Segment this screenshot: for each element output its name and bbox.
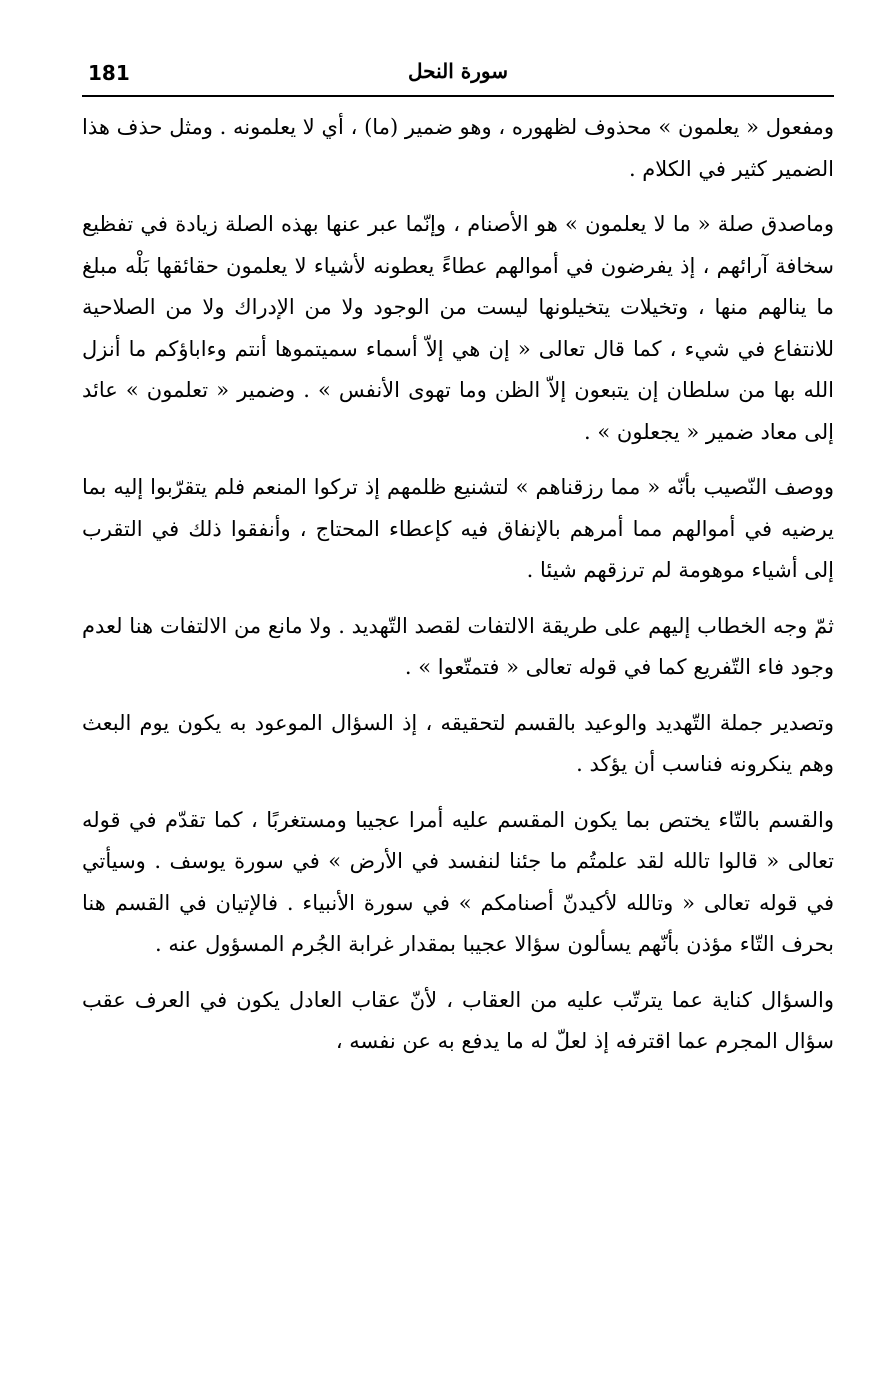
paragraph: والسؤال كناية عما يترتّب عليه من العقاب ، لأنّ عقاب العادل يكون في العرف عقب سؤال المجرم عما اقترفه إذ لعلّ له ما يدفع به عن نفسه ، (82, 987, 834, 1053)
paragraph: وماصدق صلة « ما لا يعلمون » هو الأصنام ، وإنّما عبر عنها بهذه الصلة زيادة في تفظيع سخافة آرائهم ، إذ يفرضون في أموالهم عطاءً يعطونه لأشياء لا يعلمون حقائقها بَلْه مبلغ ما ينالهم منها ، وتخيلات يتخيلونها ليست من الوجود ولا من الإدراك ولا من الصلاحية للانتفاع في شيء ، كما قال تعالى « إن هي إلاّ أسماء سميتموها أنتم وءاباؤكم ما أنزل الله بها من سلطان إن يتبعون إلاّ الظن وما تهوى الأنفس » . وضمير « تعلمون » عائد إلى معاد ضمير « يجعلون » . (82, 212, 834, 444)
body-text (82, 107, 834, 1063)
page-number: 181 (88, 61, 130, 85)
running-title: سورة النحل (408, 59, 508, 83)
page-header (82, 55, 834, 97)
paragraph: والقسم بالتّاء يختص بما يكون المقسم عليه أمرا عجيبا ومستغربًا ، كما تقدّم في قوله تعالى « قالوا تالله لقد علمتُم ما جئنا لنفسد في الأرض » في سورة يوسف . وسيأتي في قوله تعالى « وتالله لأكيدنّ أصنامكم » في سورة الأنبياء . فالإتيان في القسم هنا بحرف التّاء مؤذن بأنّهم يسألون سؤالا عجيبا بمقدار غرابة الجُرم المسؤول عنه . (82, 807, 834, 956)
paragraph: وتصدير جملة التّهديد والوعيد بالقسم لتحقيقه ، إذ السؤال الموعود به يكون يوم البعث وهم ينكرونه فناسب أن يؤكد . (82, 710, 834, 776)
paragraph: ووصف النّصيب بأنّه « مما رزقناهم » لتشنيع ظلمهم إذ تركوا المنعم فلم يتقرّبوا إليه بما يرضيه في أموالهم مما أمرهم بالإنفاق فيه كإعطاء المحتاج ، وأنفقوا ذلك في التقرب إلى أشياء موهومة لم ترزقهم شيئا . (82, 475, 834, 582)
book-page (82, 55, 834, 1305)
paragraph: ومفعول « يعلمون » محذوف لظهوره ، وهو ضمير (ما) ، أي لا يعلمونه . ومثل حذف هذا الضمير كثير في الكلام . (82, 115, 834, 181)
paragraph: ثمّ وجه الخطاب إليهم على طريقة الالتفات لقصد التّهديد . ولا مانع من الالتفات هنا لعدم وجود فاء التّفريع كما في قوله تعالى « فتمتّعوا » . (82, 613, 834, 679)
